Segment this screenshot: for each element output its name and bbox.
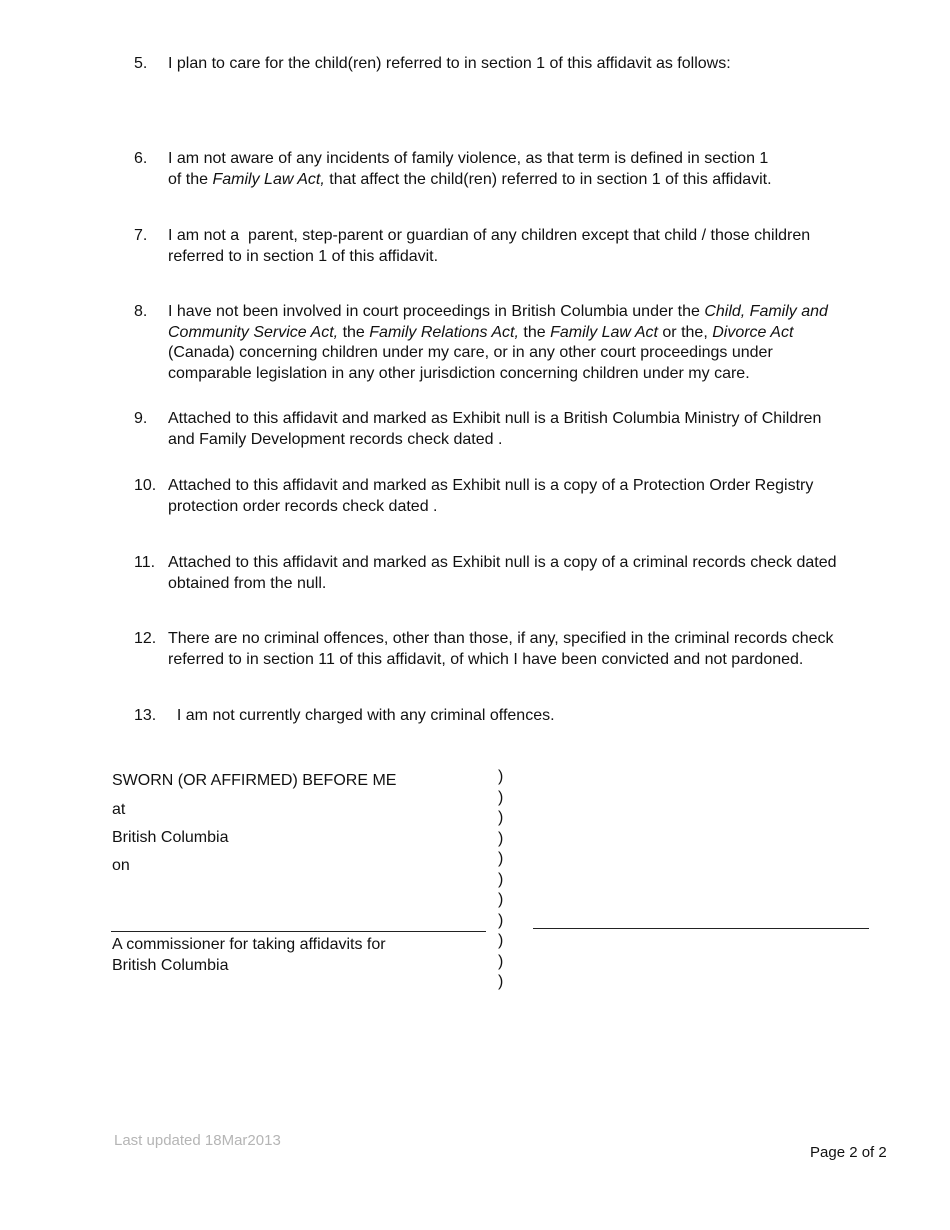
text-run: I plan to care for the child(ren) referred to in section 1 of this affidavit as follows: <box>168 55 731 72</box>
paragraph-number: 7. <box>134 227 148 244</box>
text-line <box>168 54 898 75</box>
text-line <box>168 430 898 451</box>
act-title: Divorce Act <box>712 323 794 341</box>
bracket-mark: ) <box>498 788 504 806</box>
bracket-mark: ) <box>498 952 504 970</box>
text-run: referred to in section 1 of this affidavit. <box>168 247 439 265</box>
bracket-mark: ) <box>498 932 504 949</box>
commissioner-caption <box>112 935 386 976</box>
text-run: Attached to this affidavit and marked as Exhibit null is a copy of a Protection Order Registry <box>168 477 814 494</box>
text-line <box>168 226 898 247</box>
text-run: Attached to this affidavit and marked as Exhibit null is a British Columbia Ministry of Children <box>168 410 822 427</box>
paragraph-number: 8. <box>134 303 148 320</box>
paragraph-number: 13. <box>134 707 157 724</box>
at-label: at <box>112 801 126 818</box>
text-run: or the, <box>657 323 713 341</box>
commissioner-caption-line-2: British Columbia <box>112 956 229 974</box>
paragraph-number: 11. <box>134 554 156 571</box>
text-run: I am not a parent, step-parent or guardian of any children except that child / those children <box>168 227 811 244</box>
text-line <box>168 302 898 323</box>
text-run: (Canada) concerning children under my care, or in any other court proceedings under <box>168 344 773 361</box>
text-line <box>168 364 898 385</box>
text-line <box>168 476 898 497</box>
paragraph-text <box>168 226 898 267</box>
paragraph-text <box>168 149 898 190</box>
text-run: protection order records check dated . <box>168 497 438 515</box>
paragraph-number: 10. <box>134 477 157 494</box>
paragraph-number: 5. <box>134 55 148 72</box>
paragraph-number: 6. <box>134 150 148 167</box>
paragraph-text <box>168 409 898 450</box>
text-line <box>168 149 898 170</box>
text-line <box>168 553 898 574</box>
text-line <box>168 706 898 727</box>
bracket-mark: ) <box>498 870 504 888</box>
text-run: the <box>338 323 370 341</box>
bracket-mark: ) <box>498 891 504 908</box>
paragraph-text <box>168 476 898 517</box>
bracket-mark: ) <box>498 768 504 785</box>
bracket-mark: ) <box>498 829 504 847</box>
text-line <box>168 409 898 430</box>
act-title: Child, Family and <box>704 303 828 320</box>
paragraph-number: 9. <box>134 410 148 427</box>
text-line <box>168 497 898 518</box>
text-line <box>168 650 898 671</box>
act-title: Family Relations Act, <box>369 323 519 341</box>
bracket-mark: ) <box>498 850 504 867</box>
text-run: that affect the child(ren) referred to in section 1 of this affidavit. <box>324 170 772 188</box>
on-label: on <box>112 857 130 874</box>
commissioner-caption-line-1: A commissioner for taking affidavits for <box>112 936 386 953</box>
text-line <box>168 629 898 650</box>
last-updated-note: Last updated 18Mar2013 <box>114 1132 281 1149</box>
text-run: obtained from the null. <box>168 574 327 592</box>
sworn-heading: SWORN (OR AFFIRMED) BEFORE ME <box>112 772 397 789</box>
page-number: Page 2 of 2 <box>810 1144 887 1161</box>
text-run: I am not currently charged with any criminal offences. <box>168 707 555 724</box>
act-title: Family Law Act <box>550 323 658 341</box>
text-line <box>168 323 898 344</box>
bracket-mark: ) <box>498 973 504 990</box>
province-label: British Columbia <box>112 829 229 846</box>
paragraph-text <box>168 629 898 670</box>
deponent-signature-line <box>533 928 869 929</box>
text-run: of the <box>168 170 213 188</box>
paragraph-text <box>168 706 898 727</box>
act-title: Family Law Act, <box>212 170 325 188</box>
text-run: I have not been involved in court proceedings in British Columbia under the <box>168 303 705 320</box>
bracket-mark: ) <box>498 809 504 826</box>
text-run: and Family Development records check dated . <box>168 430 503 448</box>
paragraph-text <box>168 553 898 594</box>
paragraph-text <box>168 54 898 75</box>
bracket-mark: ) <box>498 911 504 929</box>
text-line <box>168 170 898 191</box>
text-run: the <box>518 323 551 341</box>
text-run: referred to in section 11 of this affidavit, of which I have been convicted and not pardoned. <box>168 650 804 668</box>
text-run: comparable legislation in any other jurisdiction concerning children under my care. <box>168 364 750 382</box>
text-line <box>168 574 898 595</box>
text-run: I am not aware of any incidents of family violence, as that term is defined in section 1 <box>168 150 769 167</box>
paragraph-number: 12. <box>134 630 157 647</box>
text-line <box>168 247 898 268</box>
commissioner-signature-line <box>111 931 486 932</box>
act-title: Community Service Act, <box>168 323 339 341</box>
text-line <box>168 343 898 364</box>
text-run: There are no criminal offences, other than those, if any, specified in the criminal records check <box>168 630 834 647</box>
paragraph-text <box>168 302 898 384</box>
text-run: Attached to this affidavit and marked as Exhibit null is a copy of a criminal records check dated <box>168 554 837 571</box>
